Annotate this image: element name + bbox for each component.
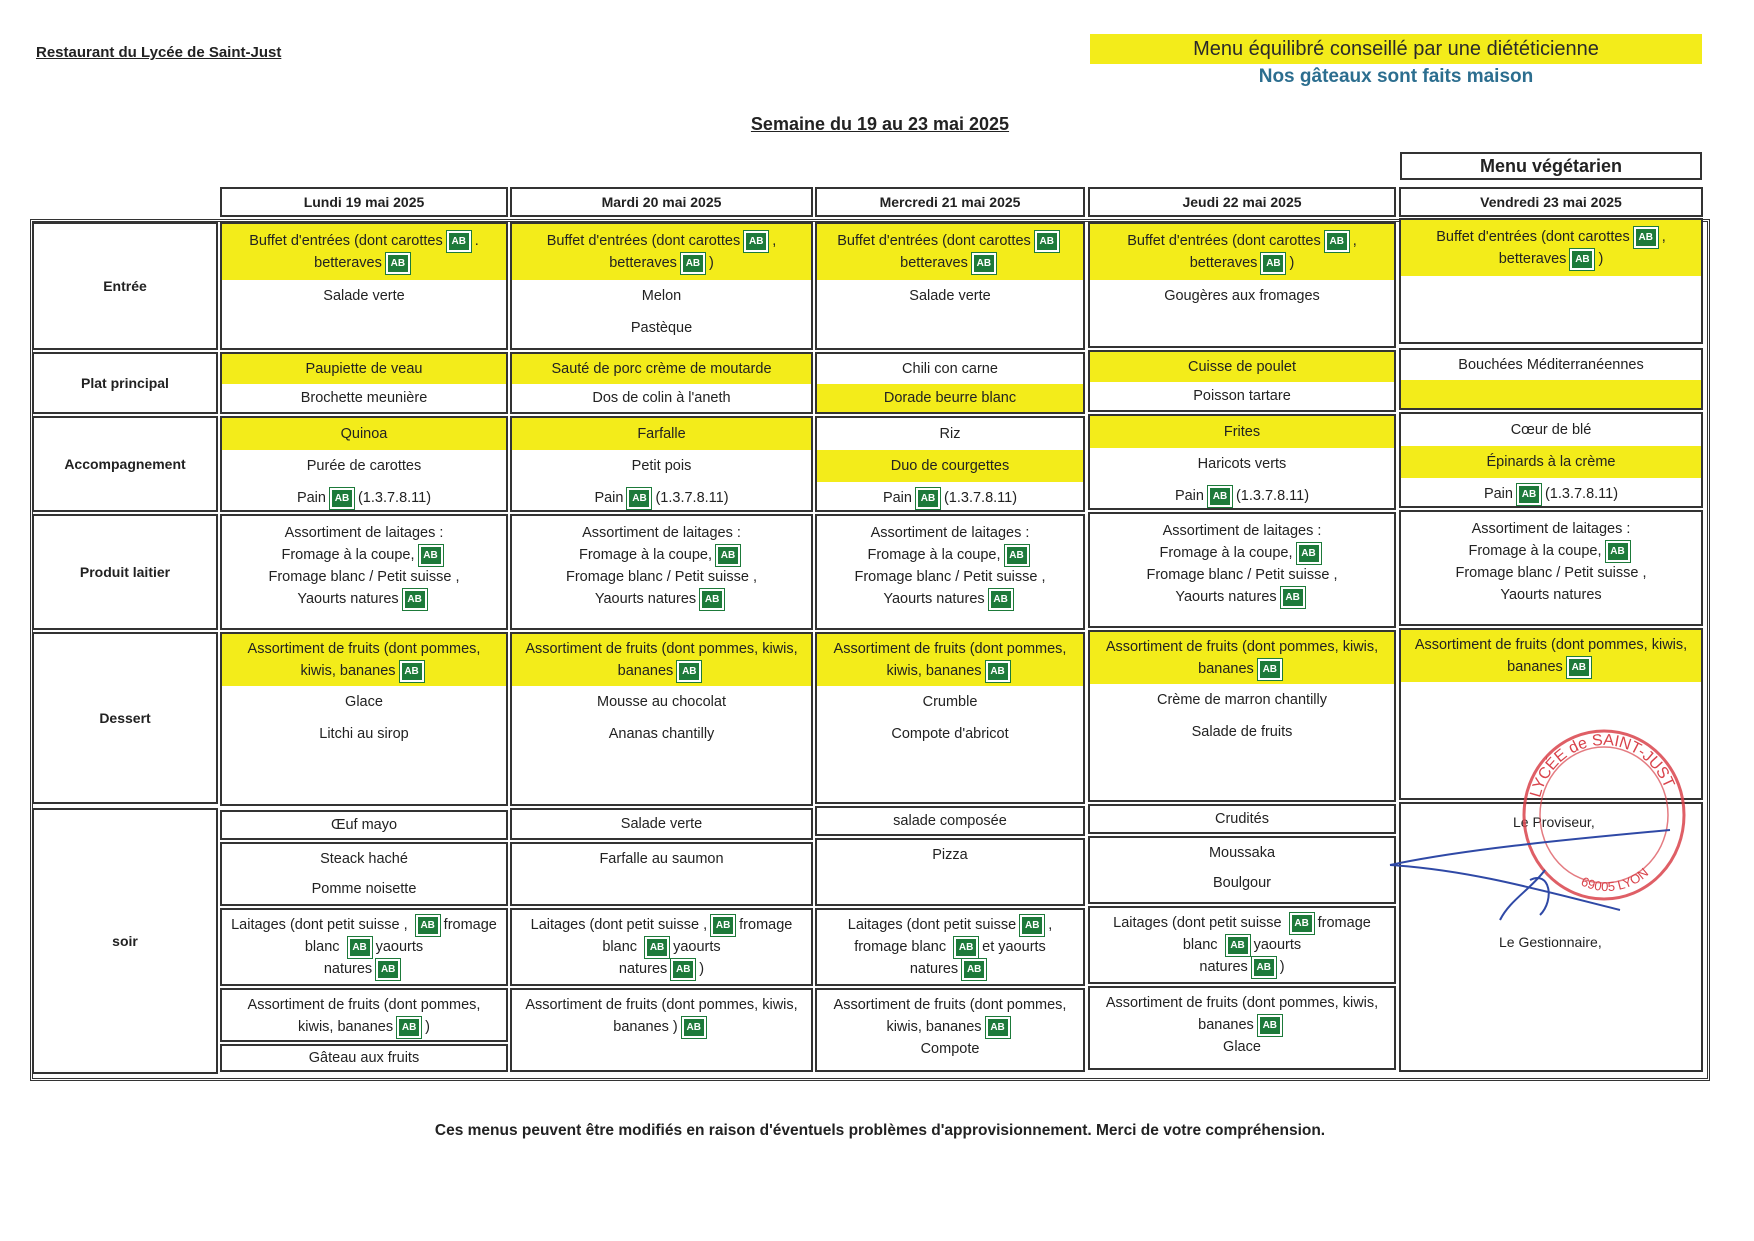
cell-laitier: Assortiment de laitages : Fromage à la coupe, AB Fromage blanc / Petit suisse , Yaourts natures AB (815, 514, 1085, 630)
dessert-item: Glace (345, 694, 383, 710)
organic-ab-icon: AB (376, 959, 400, 980)
stamp-postcode: 69005 LYON (1578, 864, 1652, 895)
organic-ab-icon: AB (1606, 541, 1630, 562)
dessert-item: Litchi au sirop (319, 726, 409, 742)
organic-ab-icon: AB (1252, 957, 1276, 978)
cell-soir-laitages: Laitages (dont petit suisse AB , fromage blanc AB et yaourts natures AB (815, 908, 1085, 986)
organic-ab-icon: AB (403, 589, 427, 610)
cell-soir-laitages: Laitages (dont petit suisse AB fromage blanc AB yaourts natures AB ) (1088, 906, 1396, 984)
organic-ab-icon: AB (677, 661, 701, 682)
organic-ab-icon: AB (1290, 913, 1314, 934)
svg-text:LYCÉE de SAINT-JUST (1527, 732, 1677, 799)
day-header-wednesday: Mercredi 21 mai 2025 (815, 187, 1085, 217)
cell-soir-fruits: Assortiment de fruits (dont pommes, kiwis, bananes AB Compote (815, 988, 1085, 1072)
organic-ab-icon: AB (1035, 231, 1059, 252)
organic-ab-icon: AB (330, 488, 354, 509)
cell-entree (220, 222, 508, 350)
cell-soir-dessert: Gâteau aux fruits (220, 1044, 508, 1072)
organic-ab-icon: AB (1258, 1015, 1282, 1036)
row-label-accomp: Accompagnement (32, 416, 218, 512)
day-header-monday: Lundi 19 mai 2025 (220, 187, 508, 217)
organic-ab-icon: AB (682, 1017, 706, 1038)
organic-ab-icon: AB (1297, 543, 1321, 564)
cell-accomp: Frites Haricots verts Pain AB (1.3.7.8.11) (1088, 414, 1396, 510)
stamp-school-name: LYCÉE de SAINT-JUST (1527, 731, 1678, 800)
cell-dessert: Assortiment de fruits (dont pommes, kiwis, bananes AB Glace Litchi au sirop (220, 632, 508, 806)
organic-ab-icon: AB (1634, 227, 1658, 248)
cell-plat: Sauté de porc crème de moutarde Dos de colin à l'aneth (510, 352, 813, 414)
organic-ab-icon: AB (1325, 231, 1349, 252)
cell-soir-laitages: Laitages (dont petit suisse , AB fromage blanc AB yaourts natures AB (220, 908, 508, 986)
dietitian-banner: Menu équilibré conseillé par une diététicienne (1090, 34, 1702, 64)
cell-plat: Chili con carne Dorade beurre blanc (815, 352, 1085, 414)
cell-laitier: Assortiment de laitages : Fromage à la coupe, AB Fromage blanc / Petit suisse , Yaourts natures (1399, 510, 1703, 626)
organic-ab-icon: AB (681, 253, 705, 274)
cell-soir-starter: Crudités (1088, 804, 1396, 834)
organic-ab-icon: AB (989, 589, 1013, 610)
cell-soir-fruits: Assortiment de fruits (dont pommes, kiwis, bananes ) AB (510, 988, 813, 1072)
cell-soir-main: Steack haché Pomme noisette (220, 842, 508, 906)
accomp-bread: Pain AB (1.3.7.8.11) (222, 482, 506, 514)
organic-ab-icon: AB (397, 1017, 421, 1038)
row-label-soir: soir (32, 808, 218, 1074)
cell-laitier: Assortiment de laitages : Fromage à la coupe, AB Fromage blanc / Petit suisse , Yaourts natures AB (220, 514, 508, 630)
cell-dessert: Assortiment de fruits (dont pommes, kiwis, bananes AB Crème de marron chantilly Salade de fruits (1088, 630, 1396, 802)
cell-entree: Buffet d'entrées (dont carottes AB betteraves AB Salade verte (815, 222, 1085, 350)
homemade-note: Nos gâteaux sont faits maison (1258, 66, 1534, 87)
organic-ab-icon: AB (954, 937, 978, 958)
organic-ab-icon: AB (1517, 484, 1541, 505)
organic-ab-icon: AB (1258, 659, 1282, 680)
cell-entree: Buffet d'entrées (dont carottes AB , betteraves AB ) Melon Pastèque (510, 222, 813, 350)
vegetarian-menu-title: Menu végétarien (1400, 152, 1702, 180)
cell-soir-fruits: Assortiment de fruits (dont pommes, kiwis, bananes AB Glace (1088, 986, 1396, 1070)
cell-soir-starter: Salade verte (510, 808, 813, 840)
organic-ab-icon: AB (711, 915, 735, 936)
organic-ab-icon: AB (700, 589, 724, 610)
day-header-friday: Vendredi 23 mai 2025 (1399, 187, 1703, 217)
cell-soir-starter: salade composée (815, 806, 1085, 836)
organic-ab-icon: AB (1261, 253, 1285, 274)
cell-dessert: Assortiment de fruits (dont pommes, kiwis, bananes AB Crumble Compote d'abricot (815, 632, 1085, 804)
plat-item: Paupiette de veau (222, 354, 506, 384)
cell-soir-fruits: Assortiment de fruits (dont pommes, kiwis, bananes AB ) (220, 988, 508, 1042)
cell-entree: Buffet d'entrées (dont carottes AB , betteraves AB ) (1399, 218, 1703, 344)
row-label-plat: Plat principal (32, 352, 218, 414)
organic-ab-icon: AB (447, 231, 471, 252)
organic-ab-icon: AB (1567, 657, 1591, 678)
organic-ab-icon: AB (627, 488, 651, 509)
organic-ab-icon: AB (972, 253, 996, 274)
organic-ab-icon: AB (645, 937, 669, 958)
organic-ab-icon: AB (1281, 587, 1305, 608)
entree-buffet: Buffet d'entrées (dont carottes AB . betteraves AB (222, 224, 506, 280)
cell-dessert: Assortiment de fruits (dont pommes, kiwis, bananes AB Mousse au chocolat Ananas chantilly (510, 632, 813, 806)
cell-plat: Bouchées Méditerranéennes (1399, 348, 1703, 410)
organic-ab-icon: AB (1208, 486, 1232, 507)
cell-soir-laitages: Laitages (dont petit suisse , AB fromage blanc AB yaourts natures AB ) (510, 908, 813, 986)
organic-ab-icon: AB (1005, 545, 1029, 566)
cell-accomp (220, 416, 508, 512)
plat-item: Brochette meunière (300, 390, 428, 406)
organic-ab-icon: AB (916, 488, 940, 509)
cell-laitier: Assortiment de laitages : Fromage à la coupe, AB Fromage blanc / Petit suisse , Yaourts natures AB (1088, 512, 1396, 628)
entree-item: Salade verte (323, 288, 405, 304)
cell-soir-main: Farfalle au saumon (510, 842, 813, 906)
organic-ab-icon: AB (962, 959, 986, 980)
cell-laitier: Assortiment de laitages : Fromage à la coupe, AB Fromage blanc / Petit suisse , Yaourts natures AB (510, 514, 813, 630)
day-header-thursday: Jeudi 22 mai 2025 (1088, 187, 1396, 217)
organic-ab-icon: AB (348, 937, 372, 958)
organic-ab-icon: AB (744, 231, 768, 252)
cell-accomp: Farfalle Petit pois Pain AB (1.3.7.8.11) (510, 416, 813, 512)
cell-plat (220, 352, 508, 414)
organic-ab-icon: AB (1570, 249, 1594, 270)
cell-plat: Cuisse de poulet Poisson tartare (1088, 350, 1396, 412)
organic-ab-icon: AB (986, 1017, 1010, 1038)
organic-ab-icon: AB (1020, 915, 1044, 936)
cell-soir-main: Pizza (815, 838, 1085, 906)
organic-ab-icon: AB (416, 915, 440, 936)
cell-entree: Buffet d'entrées (dont carottes AB , betteraves AB ) Gougères aux fromages (1088, 222, 1396, 348)
row-label-dessert: Dessert (32, 632, 218, 804)
signature-scribble (1380, 810, 1680, 930)
organic-ab-icon: AB (386, 253, 410, 274)
cell-dessert: Assortiment de fruits (dont pommes, kiwis, bananes AB (1399, 628, 1703, 800)
cell-accomp: Riz Duo de courgettes Pain AB (1.3.7.8.11) (815, 416, 1085, 512)
row-label-laitier: Produit laitier (32, 514, 218, 630)
organic-ab-icon: AB (716, 545, 740, 566)
organic-ab-icon: AB (986, 661, 1010, 682)
manager-label: Le Gestionnaire, (1499, 934, 1602, 950)
cell-accomp: Cœur de blé Épinards à la crème Pain AB (1.3.7.8.11) (1399, 412, 1703, 508)
organic-ab-icon: AB (400, 661, 424, 682)
principal-label: Le Proviseur, (1513, 814, 1595, 830)
organic-ab-icon: AB (671, 959, 695, 980)
accomp-item: Quinoa (222, 418, 506, 450)
organic-ab-icon: AB (1226, 935, 1250, 956)
accomp-item: Purée de carottes (306, 458, 422, 474)
organic-ab-icon: AB (419, 545, 443, 566)
week-title: Semaine du 19 au 23 mai 2025 (750, 114, 1010, 134)
footer-disclaimer: Ces menus peuvent être modifiés en raison d'éventuels problèmes d'approvisionnement. Merci de votre compréhension. (434, 1122, 1326, 1139)
day-header-tuesday: Mardi 20 mai 2025 (510, 187, 813, 217)
cell-soir-starter: Œuf mayo (220, 810, 508, 840)
row-label-entree: Entrée (32, 222, 218, 350)
restaurant-name: Restaurant du Lycée de Saint-Just (36, 44, 282, 61)
cell-soir-main: Moussaka Boulgour (1088, 836, 1396, 904)
